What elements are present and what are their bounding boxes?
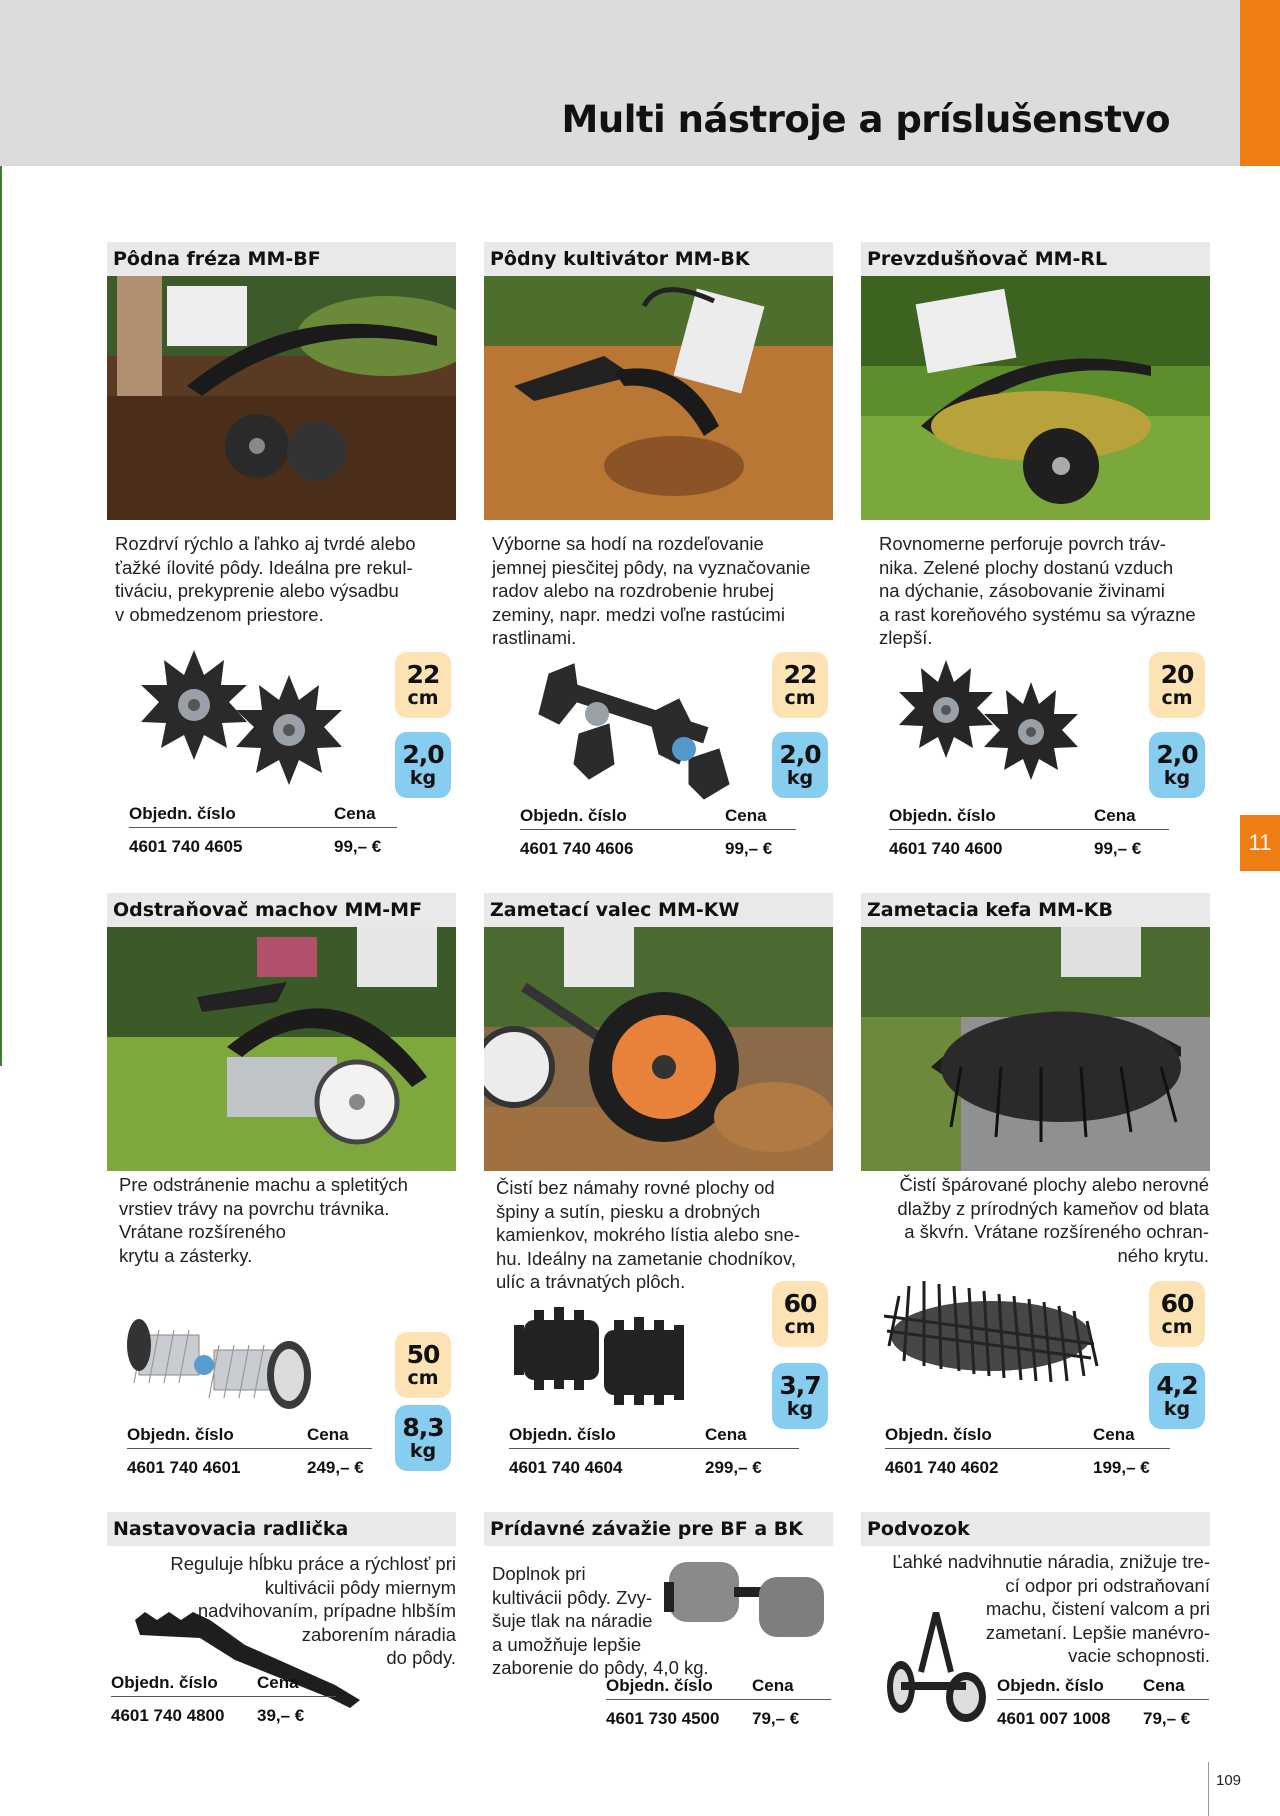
description-line: šuje tlak na náradie bbox=[492, 1610, 653, 1631]
order-number: 4601 740 4604 bbox=[509, 1458, 623, 1477]
product-photo bbox=[107, 276, 456, 520]
product-description bbox=[119, 1173, 454, 1267]
weight-value: 4,2 bbox=[1156, 1370, 1198, 1400]
header-accent-bar bbox=[1240, 0, 1280, 166]
size-value: 60 bbox=[783, 1288, 817, 1318]
weight-unit: kg bbox=[409, 1440, 437, 1463]
order-number-header: Objedn. číslo bbox=[129, 804, 236, 823]
product-photo bbox=[484, 927, 833, 1171]
product-card-mm-kb bbox=[861, 893, 1210, 1493]
description-line: cí odpor pri odstraňovaní bbox=[1005, 1574, 1210, 1596]
order-number: 4601 740 4600 bbox=[889, 839, 1003, 858]
weight-badge bbox=[395, 732, 451, 798]
tiller-tines-image bbox=[129, 640, 359, 795]
product-card-mm-bk bbox=[484, 242, 833, 862]
price: 79,– € bbox=[1143, 1709, 1191, 1728]
left-edge-line bbox=[0, 166, 2, 1066]
description-line: Ľahké nadvihnutie náradia, znižuje tre- bbox=[892, 1551, 1210, 1572]
product-description bbox=[881, 1173, 1209, 1267]
description-line: zametaní. Lepšie manévro- bbox=[985, 1621, 1210, 1643]
order-table bbox=[127, 1419, 372, 1487]
weight-badge bbox=[395, 1405, 451, 1471]
accessory-card-additional-weight bbox=[484, 1512, 833, 1732]
description-line: nadvihovaním, prípadne hlbším bbox=[197, 1600, 456, 1621]
page-header bbox=[0, 0, 1240, 166]
description-line: Rovnomerne perforuje povrch tráv- bbox=[879, 533, 1166, 554]
description-line: rastlinami. bbox=[492, 627, 577, 648]
product-card-mm-rl bbox=[861, 242, 1210, 862]
description-line: do pôdy. bbox=[386, 1647, 456, 1668]
description-line: Čistí špárované plochy alebo nerovné bbox=[899, 1174, 1209, 1195]
description-line: zaborenie do pôdy, 4,0 kg. bbox=[492, 1657, 709, 1678]
description-line: Čistí bez námahy rovné plochy od bbox=[496, 1177, 775, 1198]
size-unit: cm bbox=[407, 687, 439, 710]
description-line: Reguluje hĺbku práce a rýchlosť pri bbox=[170, 1553, 456, 1574]
product-description bbox=[879, 532, 1209, 650]
price: 99,– € bbox=[725, 839, 773, 858]
accessory-description bbox=[107, 1552, 456, 1670]
price: 99,– € bbox=[334, 837, 382, 856]
price-header: Cena bbox=[1094, 806, 1136, 825]
order-number-header: Objedn. číslo bbox=[997, 1676, 1104, 1695]
weight-value: 2,0 bbox=[779, 739, 821, 769]
moss-remover-roller-image bbox=[119, 1305, 319, 1420]
product-description bbox=[115, 532, 455, 626]
product-description bbox=[492, 532, 832, 650]
description-line: Doplnok pri bbox=[492, 1563, 586, 1584]
size-unit: cm bbox=[407, 1367, 439, 1390]
product-card-mm-bf bbox=[107, 242, 456, 862]
size-value: 50 bbox=[406, 1339, 440, 1369]
product-title: Zametací valec MM-KW bbox=[484, 893, 833, 927]
order-number-header: Objedn. číslo bbox=[127, 1425, 234, 1444]
price: 249,– € bbox=[307, 1458, 364, 1477]
description-line: tiváciu, prekyprenie alebo výsadbu bbox=[115, 580, 399, 601]
product-title: Pôdna fréza MM-BF bbox=[107, 242, 456, 276]
price: 39,– € bbox=[257, 1706, 305, 1725]
sweeper-roller-image bbox=[509, 1295, 699, 1415]
order-number: 4601 730 4500 bbox=[606, 1709, 720, 1728]
page-title: Multi nástroje a príslušenstvo bbox=[561, 98, 1170, 141]
weight-value: 2,0 bbox=[1156, 739, 1198, 769]
page-number-divider bbox=[1208, 1762, 1209, 1816]
description-line: kultivácii pôdy miernym bbox=[264, 1576, 456, 1598]
size-badge bbox=[395, 652, 451, 718]
size-unit: cm bbox=[1161, 1316, 1193, 1339]
order-number: 4601 740 4605 bbox=[129, 837, 243, 856]
price-header: Cena bbox=[334, 804, 376, 823]
price: 79,– € bbox=[752, 1709, 800, 1728]
product-card-mm-mf bbox=[107, 893, 456, 1493]
price: 299,– € bbox=[705, 1458, 762, 1477]
order-number: 4601 740 4800 bbox=[111, 1706, 225, 1725]
weight-unit: kg bbox=[1163, 767, 1191, 790]
size-badge bbox=[395, 1332, 451, 1398]
size-badge bbox=[772, 652, 828, 718]
order-table bbox=[129, 798, 397, 866]
description-line: a umožňuje lepšie bbox=[492, 1633, 642, 1655]
chapter-tab: 11 bbox=[1240, 815, 1280, 871]
size-unit: cm bbox=[784, 687, 816, 710]
description-line: ulíc a trávnatých plôch. bbox=[496, 1271, 686, 1292]
size-badge bbox=[1149, 652, 1205, 718]
size-badge bbox=[1149, 1281, 1205, 1347]
description-line: na dýchanie, zásobovanie živinami bbox=[879, 580, 1165, 601]
price-header: Cena bbox=[1143, 1676, 1185, 1695]
order-table bbox=[520, 800, 796, 868]
product-card-mm-kw bbox=[484, 893, 833, 1493]
order-number: 4601 740 4606 bbox=[520, 839, 634, 858]
weight-value: 2,0 bbox=[402, 739, 444, 769]
description-line: machu, čistení valcom a pri bbox=[985, 1598, 1210, 1619]
description-line: ného krytu. bbox=[1117, 1244, 1209, 1266]
order-number: 4601 740 4601 bbox=[127, 1458, 241, 1477]
order-table bbox=[111, 1667, 336, 1735]
description-line: zlepší. bbox=[879, 627, 933, 648]
description-line: hu. Ideálny na zametanie chodníkov, bbox=[496, 1247, 796, 1269]
order-number: 4601 007 1008 bbox=[997, 1709, 1111, 1728]
description-line: v obmedzenom priestore. bbox=[115, 603, 324, 625]
description-line: a rast koreňového systému sa výrazne bbox=[879, 603, 1196, 625]
price: 199,– € bbox=[1093, 1458, 1150, 1477]
weight-value: 8,3 bbox=[402, 1412, 444, 1442]
size-value: 20 bbox=[1160, 659, 1194, 689]
description-line: zeminy, napr. medzi voľne rastúcimi bbox=[492, 603, 785, 625]
order-number-header: Objedn. číslo bbox=[606, 1676, 713, 1695]
product-photo bbox=[861, 276, 1210, 520]
product-title: Prevzdušňovač MM-RL bbox=[861, 242, 1210, 276]
description-line: kultivácii pôdy. Zvy- bbox=[492, 1586, 653, 1608]
sweeping-brush-image bbox=[879, 1266, 1099, 1396]
description-line: zaborením náradia bbox=[301, 1623, 456, 1645]
price-header: Cena bbox=[752, 1676, 794, 1695]
product-photo bbox=[484, 276, 833, 520]
order-table bbox=[889, 800, 1169, 868]
accessory-title: Podvozok bbox=[861, 1512, 1210, 1546]
description-line: Vrátane rozšíreného bbox=[119, 1221, 286, 1242]
weight-unit: kg bbox=[1163, 1398, 1191, 1421]
product-title: Pôdny kultivátor MM-BK bbox=[484, 242, 833, 276]
product-title: Zametacia kefa MM-KB bbox=[861, 893, 1210, 927]
accessory-description bbox=[865, 1550, 1210, 1668]
price-header: Cena bbox=[725, 806, 767, 825]
size-value: 22 bbox=[783, 659, 817, 689]
price-header: Cena bbox=[1093, 1425, 1135, 1444]
size-unit: cm bbox=[784, 1316, 816, 1339]
size-unit: cm bbox=[1161, 687, 1193, 710]
description-line: vrstiev trávy na povrchu trávnika. bbox=[119, 1197, 390, 1219]
aerator-spikes-image bbox=[891, 650, 1091, 800]
price-header: Cena bbox=[307, 1425, 349, 1444]
description-line: ťažké ílovité pôdy. Ideálna pre rekul- bbox=[115, 556, 413, 578]
description-line: krytu a zásterky. bbox=[119, 1244, 253, 1266]
weight-unit: kg bbox=[786, 767, 814, 790]
accessory-title: Prídavné závažie pre BF a BK bbox=[484, 1512, 833, 1546]
description-line: Rozdrví rýchlo a ľahko aj tvrdé alebo bbox=[115, 533, 416, 554]
description-line: špiny a sutín, piesku a drobných bbox=[496, 1200, 761, 1222]
weight-badge bbox=[1149, 732, 1205, 798]
order-number: 4601 740 4602 bbox=[885, 1458, 999, 1477]
order-table bbox=[997, 1670, 1209, 1738]
product-description bbox=[496, 1176, 831, 1294]
weight-unit: kg bbox=[409, 767, 437, 790]
description-line: kamienkov, mokrého lístia alebo sne- bbox=[496, 1224, 801, 1245]
product-title: Odstraňovač machov MM-MF bbox=[107, 893, 456, 927]
accessory-card-adjusting-blade bbox=[107, 1512, 456, 1732]
description-line: jemnej piesčitej pôdy, na vyznačovanie bbox=[492, 556, 811, 578]
accessory-title: Nastavovacia radlička bbox=[107, 1512, 456, 1546]
size-value: 60 bbox=[1160, 1288, 1194, 1318]
price-header: Cena bbox=[257, 1673, 299, 1692]
size-value: 22 bbox=[406, 659, 440, 689]
size-badge bbox=[772, 1281, 828, 1347]
description-line: Pre odstránenie machu a spletitých bbox=[119, 1174, 408, 1195]
order-number-header: Objedn. číslo bbox=[509, 1425, 616, 1444]
order-number-header: Objedn. číslo bbox=[520, 806, 627, 825]
order-table bbox=[885, 1419, 1170, 1487]
product-photo bbox=[861, 927, 1210, 1171]
weight-badge bbox=[772, 732, 828, 798]
description-line: Výborne sa hodí na rozdeľovanie bbox=[492, 533, 764, 554]
order-number-header: Objedn. číslo bbox=[889, 806, 996, 825]
price-header: Cena bbox=[705, 1425, 747, 1444]
weight-unit: kg bbox=[786, 1398, 814, 1421]
weight-value: 3,7 bbox=[779, 1370, 821, 1400]
description-line: a škvŕn. Vrátane rozšíreného ochran- bbox=[904, 1221, 1209, 1242]
description-line: vacie schopnosti. bbox=[1068, 1645, 1210, 1666]
accessory-description bbox=[492, 1562, 752, 1680]
description-line: radov alebo na rozdrobenie hrubej bbox=[492, 580, 774, 601]
accessory-card-undercarriage bbox=[861, 1512, 1210, 1732]
price: 99,– € bbox=[1094, 839, 1142, 858]
order-number-header: Objedn. číslo bbox=[885, 1425, 992, 1444]
order-table bbox=[509, 1419, 799, 1487]
product-photo bbox=[107, 927, 456, 1171]
order-number-header: Objedn. číslo bbox=[111, 1673, 218, 1692]
order-table bbox=[606, 1670, 831, 1738]
description-line: dlažby z prírodných kameňov od blata bbox=[897, 1197, 1209, 1219]
cultivator-tines-image bbox=[519, 654, 749, 804]
page-number: 109 bbox=[1216, 1772, 1242, 1789]
description-line: nika. Zelené plochy dostanú vzduch bbox=[879, 556, 1174, 578]
